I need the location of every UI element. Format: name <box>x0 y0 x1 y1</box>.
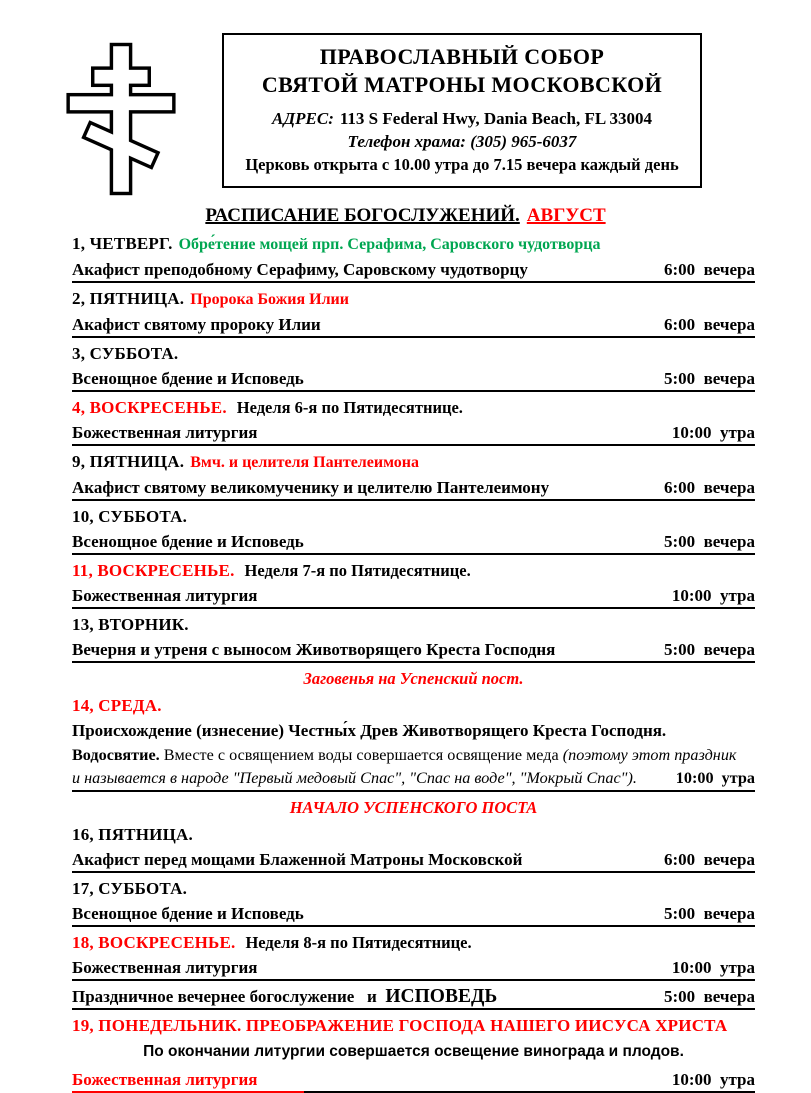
day-row <box>72 692 755 717</box>
service-row <box>72 983 755 1010</box>
day-row <box>72 394 755 419</box>
service-row <box>72 528 755 555</box>
feast-label: Пророка Божия Илии <box>190 291 349 308</box>
day-row <box>72 503 755 528</box>
fast-note: НАЧАЛО УСПЕНСКОГО ПОСТА <box>289 798 538 817</box>
service-name: Акафист святому великомученику и целителю Пантелеимону <box>72 478 550 497</box>
service-name: Всенощное бдение и Исповедь <box>72 904 304 923</box>
service-name: Акафист святому пророку Илии <box>72 315 321 334</box>
service-name: Божественная литургия <box>72 1070 258 1089</box>
day-row <box>72 285 755 311</box>
service-row <box>72 256 755 283</box>
paragraph-line1 <box>72 742 755 767</box>
schedule-month: АВГУСТ <box>526 205 606 226</box>
service-row <box>72 419 755 446</box>
day-row <box>72 448 755 474</box>
service-row <box>72 900 755 927</box>
service-name: Божественная литургия <box>72 586 258 605</box>
service-row <box>72 846 755 873</box>
service-name: Акафист преподобному Серафиму, Саровскому чудотворцу <box>72 260 528 279</box>
service-name-emphasis: ИСПОВЕДЬ <box>385 986 498 1007</box>
service-name: Всенощное бдение и Исповедь <box>72 369 304 388</box>
service-name: Божественная литургия <box>72 958 258 977</box>
service-time: 10:00 утра <box>671 586 755 605</box>
schedule-list <box>72 230 755 1093</box>
service-row <box>72 582 755 609</box>
day-label: 2, ПЯТНИЦА. <box>72 289 185 308</box>
day-label: 3, СУББОТА. <box>72 344 179 363</box>
feast-label: Неделя 6-я по Пятидесятнице. <box>236 398 463 417</box>
day-label: 10, СУББОТА. <box>72 507 188 526</box>
church-name-line1: ПРАВОСЛАВНЫЙ СОБОР <box>319 44 605 69</box>
masthead <box>0 0 811 195</box>
day-label: 11, ВОСКРЕСЕНЬЕ. <box>72 561 235 580</box>
church-phone: Телефон храма: (305) 965-6037 <box>347 132 577 151</box>
feast-description: Происхождение (изнесение) Честны́х Древ Животворящего Креста Господня. <box>72 721 667 740</box>
day-label: 14, СРЕДА. <box>72 696 162 715</box>
address-label: АДРЕС: <box>271 109 334 128</box>
service-time: 6:00 вечера <box>663 850 755 869</box>
service-time: 6:00 вечера <box>663 260 755 279</box>
service-time: 5:00 вечера <box>663 640 755 659</box>
service-time: 5:00 вечера <box>663 532 755 551</box>
day-row <box>72 557 755 582</box>
paragraph-line2 <box>72 767 755 792</box>
service-name: Праздничное вечернее богослужение и ИСПОВЕДЬ <box>72 986 498 1007</box>
service-name: Акафист перед мощами Блаженной Матроны Московской <box>72 850 523 869</box>
service-time: 5:00 вечера <box>663 987 755 1006</box>
service-name: Божественная литургия <box>72 423 258 442</box>
fast-note: Заговенья на Успенский пост. <box>303 669 524 688</box>
feast-label: Вмч. и целителя Пантелеимона <box>190 454 419 471</box>
schedule-title <box>0 205 811 227</box>
feast-label: Неделя 8-я по Пятидесятнице. <box>245 933 472 952</box>
day-row <box>72 230 755 256</box>
service-row <box>72 311 755 338</box>
day-row <box>72 611 755 636</box>
orthodox-cross-icon <box>62 40 180 198</box>
service-time: 10:00 утра <box>671 1070 755 1089</box>
service-time: 5:00 вечера <box>663 369 755 388</box>
day-label: 9, ПЯТНИЦА. <box>72 452 185 471</box>
service-name: Вечерня и утреня с выносом Животворящего Креста Господня <box>72 640 556 659</box>
service-row <box>72 636 755 663</box>
feast-label: Обре́тение мощей прп. Серафима, Саровского чудотворца <box>178 236 601 253</box>
day-row <box>72 821 755 846</box>
address-value: 113 S Federal Hwy, Dania Beach, FL 33004 <box>339 109 653 128</box>
day-label: 18, ВОСКРЕСЕНЬЕ. <box>72 933 236 952</box>
day-label: 13, ВТОРНИК. <box>72 615 189 634</box>
service-row <box>72 954 755 981</box>
church-hours: Церковь открыта с 10.00 утра до 7.15 вечера каждый день <box>245 155 679 174</box>
service-time: 10:00 утра <box>671 423 755 442</box>
liturgy-note: По окончании литургии совершается освещение винограда и плодов. <box>143 1043 684 1060</box>
service-row <box>72 365 755 392</box>
day-label: 19, ПОНЕДЕЛЬНИК. ПРЕОБРАЖЕНИЕ ГОСПОДА НАШЕГО ИИСУСА ХРИСТА <box>72 1016 728 1035</box>
service-time: 5:00 вечера <box>663 904 755 923</box>
day-label: 1, ЧЕТВЕРГ. <box>72 234 173 253</box>
paragraph-italic-cont: и называется в народе "Первый медовый Спас", "Спас на воде", "Мокрый Спас"). <box>72 769 637 787</box>
service-name: Всенощное бдение и Исповедь <box>72 532 304 551</box>
paragraph-italic: (поэтому этот праздник <box>562 746 737 764</box>
service-row <box>72 1066 755 1093</box>
church-name-line2: СВЯТОЙ МАТРОНЫ МОСКОВСКОЙ <box>261 72 663 97</box>
day-label: 4, ВОСКРЕСЕНЬЕ. <box>72 398 227 417</box>
day-row <box>72 929 755 954</box>
church-info-box <box>222 33 702 188</box>
day-label: 16, ПЯТНИЦА. <box>72 825 193 844</box>
water-blessing-paragraph <box>72 742 755 792</box>
day-row <box>72 875 755 900</box>
paragraph-bold: Водосвятие. <box>72 746 160 764</box>
feast-label: Неделя 7-я по Пятидесятнице. <box>244 561 471 580</box>
day-label: 17, СУББОТА. <box>72 879 188 898</box>
service-row <box>72 474 755 501</box>
church-address <box>228 107 696 130</box>
schedule-title-text: РАСПИСАНИЕ БОГОСЛУЖЕНИЙ. <box>205 205 520 226</box>
day-row <box>72 340 755 365</box>
paragraph-normal: Вместе с освящением воды совершается освящение меда <box>159 746 563 764</box>
day-row <box>72 1012 755 1037</box>
service-time: 6:00 вечера <box>663 315 755 334</box>
service-time: 6:00 вечера <box>663 478 755 497</box>
service-time: 10:00 утра <box>671 958 755 977</box>
service-time: 10:00 утра <box>675 769 755 787</box>
